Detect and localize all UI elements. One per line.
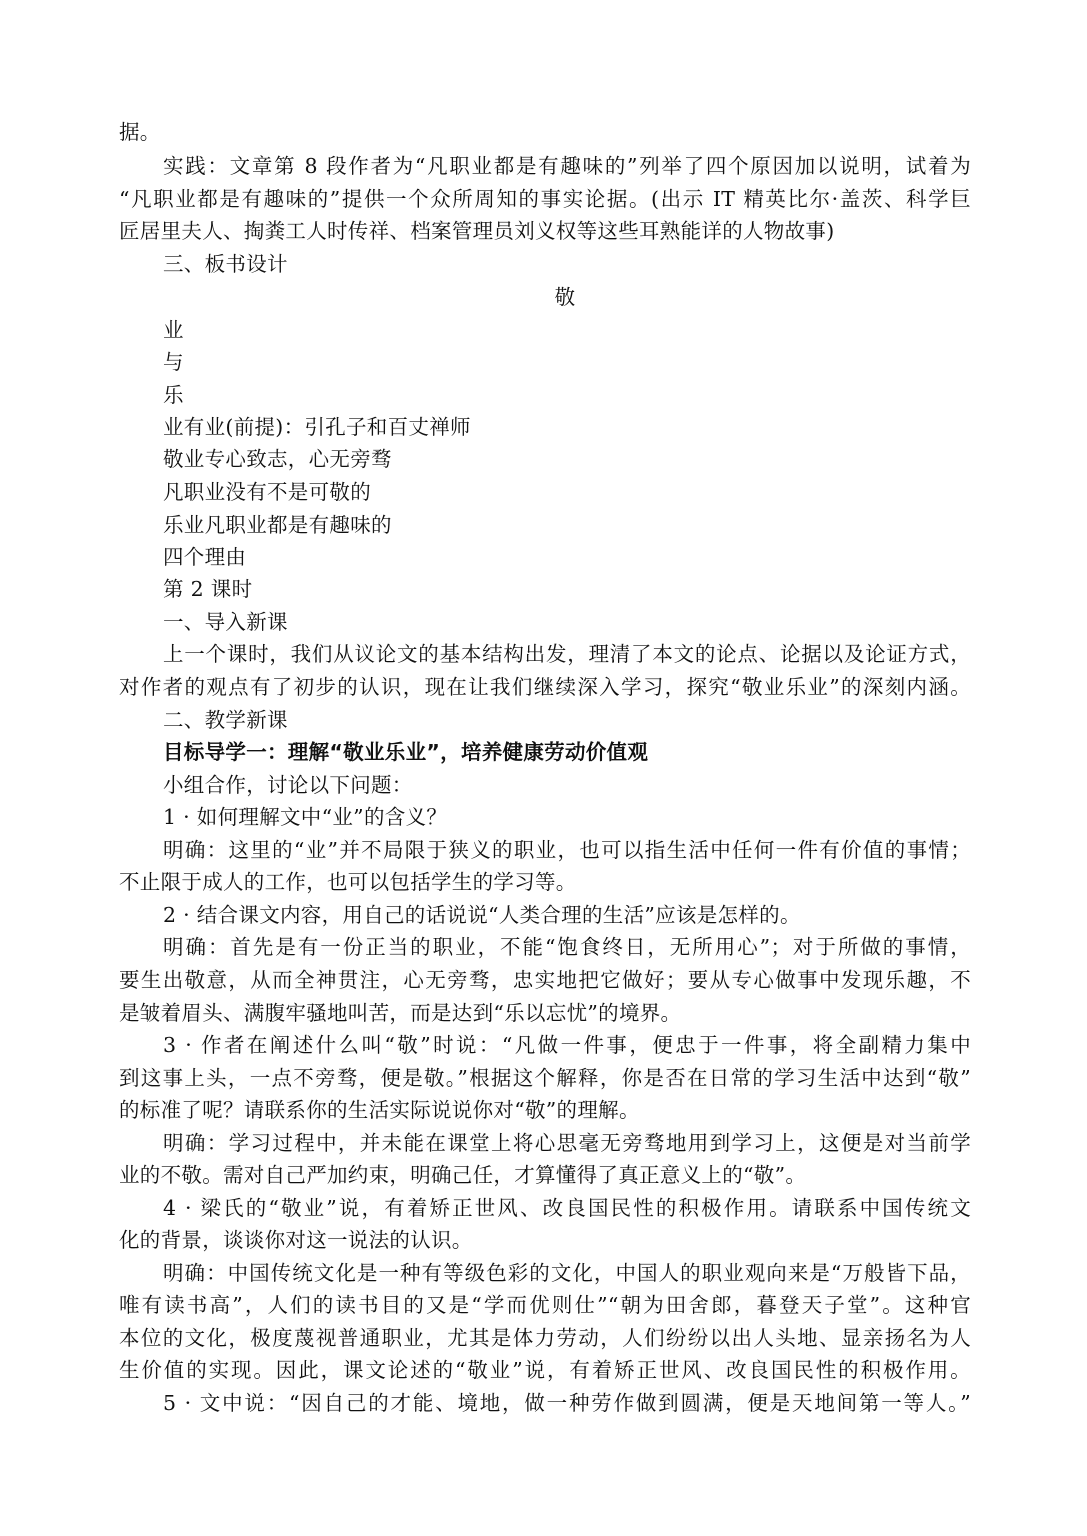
question-line: 3 · 作者在阐述什么叫“敬”时说：“凡做一件事，便忠于一件事，将全副精力集中 <box>163 1033 971 1057</box>
paragraph-line: 小组合作，讨论以下问题： <box>163 773 413 797</box>
question-line: 4 · 梁氏的“敬业”说，有着矫正世风、改良国民性的积极作用。请联系中国传统文 <box>163 1196 971 1220</box>
board-line: 敬业专心致志，心无旁骛 <box>163 447 392 471</box>
section-heading: 三、板书设计 <box>163 252 288 276</box>
board-title: 敬 <box>554 285 576 309</box>
board-line: 与 <box>163 350 184 374</box>
answer-line: 不止限于成人的工作，也可以包括学生的学习等。 <box>119 870 577 894</box>
board-line: 乐 <box>163 383 184 407</box>
paragraph-line: “凡职业都是有趣味的”提供一个众所周知的事实论据。(出示 IT 精英比尔·盖茨、科学巨 <box>119 187 971 211</box>
answer-line: 本位的文化，极度蔑视普通职业，尤其是体力劳动，人们纷纷以出人头地、显亲扬名为人 <box>119 1326 971 1350</box>
answer-line: 明确：中国传统文化是一种有等级色彩的文化，中国人的职业观向来是“万般皆下品， <box>163 1261 971 1285</box>
paragraph-line: 据。 <box>119 120 161 144</box>
answer-line: 明确：这里的“业”并不局限于狭义的职业，也可以指生活中任何一件有价值的事情； <box>163 838 971 862</box>
answer-line: 唯有读书高”，人们的读书目的又是“学而优则仕”“朝为田舍郎，暮登天子堂”。这种官 <box>119 1293 971 1317</box>
answer-line: 明确：学习过程中，并未能在课堂上将心思毫无旁骛地用到学习上，这便是对当前学 <box>163 1131 971 1155</box>
section-heading: 一、导入新课 <box>163 610 288 634</box>
answer-line: 是皱着眉头、满腹牢骚地叫苦，而是达到“乐以忘忧”的境界。 <box>119 1001 682 1025</box>
answer-line: 业的不敬。需对自己严加约束，明确己任，才算懂得了真正意义上的“敬”。 <box>119 1163 807 1187</box>
board-line: 凡职业没有不是可敬的 <box>163 480 371 504</box>
paragraph-line: 匠居里夫人、掏粪工人时传祥、档案管理员刘义权等这些耳熟能详的人物故事) <box>119 219 835 243</box>
paragraph-line: 上一个课时，我们从议论文的基本结构出发，理清了本文的论点、论据以及论证方式， <box>163 642 971 666</box>
paragraph-line: 对作者的观点有了初步的认识，现在让我们继续深入学习，探究“敬业乐业”的深刻内涵。 <box>119 675 971 699</box>
question-line: 的标准了呢？请联系你的生活实际说说你对“敬”的理解。 <box>119 1098 640 1122</box>
section-heading: 二、教学新课 <box>163 708 288 732</box>
paragraph-line: 实践：文章第 8 段作者为“凡职业都是有趣味的”列举了四个原因加以说明，试着为 <box>163 154 971 178</box>
board-line: 业有业(前提)：引孔子和百丈禅师 <box>163 415 471 439</box>
answer-line: 明确：首先是有一份正当的职业，不能“饱食终日，无所用心”；对于所做的事情， <box>163 935 971 959</box>
answer-line: 生价值的实现。因此，课文论述的“敬业”说，有着矫正世风、改良国民性的积极作用。 <box>119 1358 971 1382</box>
question-line: 1 · 如何理解文中“业”的含义？ <box>163 805 448 829</box>
question-line: 2 · 结合课文内容，用自己的话说说“人类合理的生活”应该是怎样的。 <box>163 903 801 927</box>
goal-heading: 目标导学一：理解“敬业乐业”，培养健康劳动价值观 <box>163 740 649 764</box>
lesson-heading: 第 2 课时 <box>163 577 253 601</box>
question-line: 5 · 文中说：“因自己的才能、境地，做一种劳作做到圆满，便是天地间第一等人。” <box>163 1391 971 1415</box>
answer-line: 要生出敬意，从而全神贯注，心无旁骛，忠实地把它做好；要从专心做事中发现乐趣，不 <box>119 968 971 992</box>
question-line: 化的背景，谈谈你对这一说法的认识。 <box>119 1228 473 1252</box>
question-line: 到这事上头，一点不旁骛，便是敬。”根据这个解释，你是否在日常的学习生活中达到“敬” <box>119 1066 971 1090</box>
board-line: 四个理由 <box>163 545 247 569</box>
board-line: 乐业凡职业都是有趣味的 <box>163 513 392 537</box>
board-line: 业 <box>163 318 184 342</box>
